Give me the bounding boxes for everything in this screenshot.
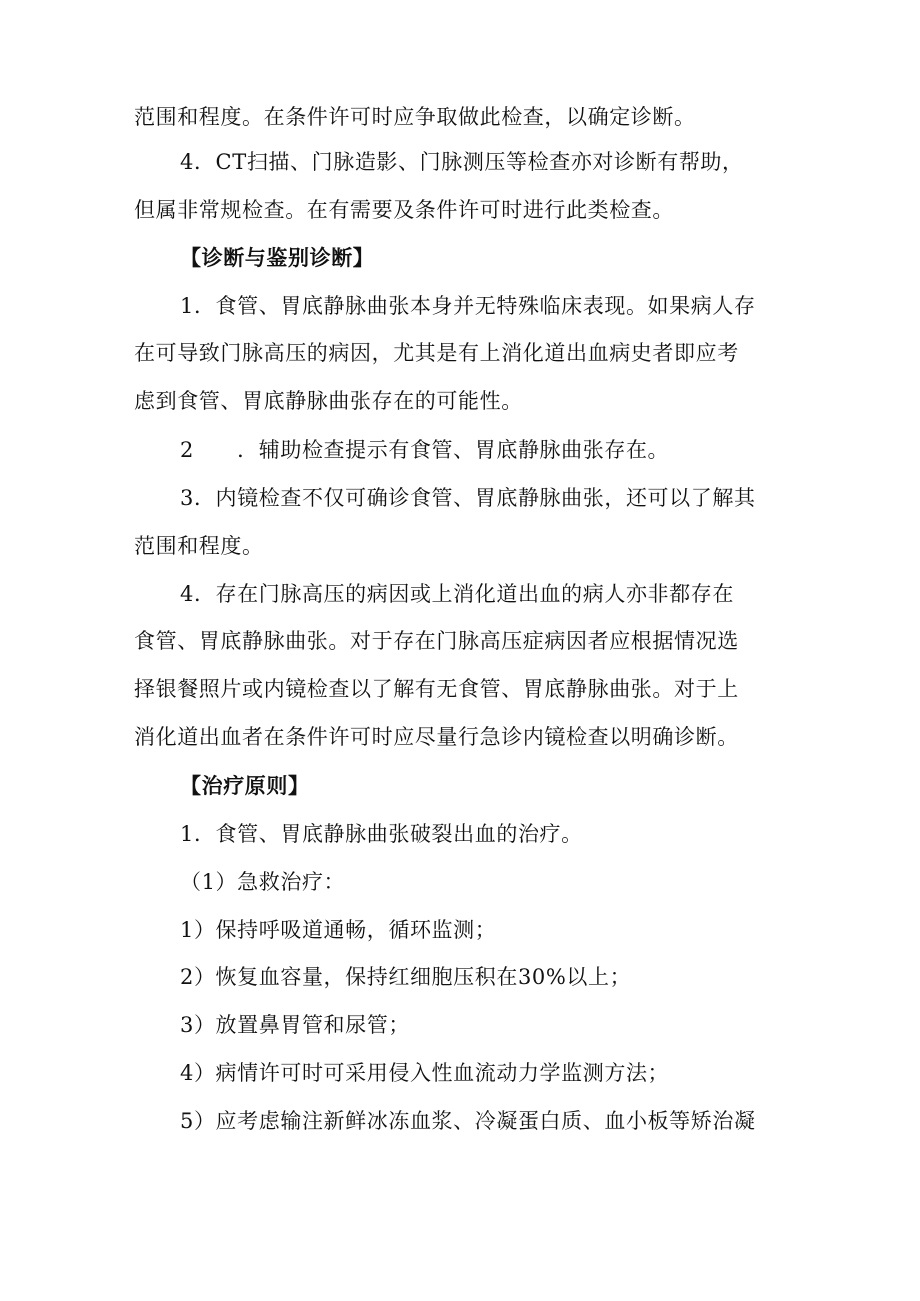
paragraph-line: 消化道出血者在条件许可时应尽量行急诊内镜检查以明确诊断。 bbox=[134, 725, 739, 749]
paragraph-line: 择银餐照片或内镜检查以了解有无食管、胃底静脉曲张。对于上 bbox=[134, 677, 739, 701]
paragraph-line: 虑到食管、胃底静脉曲张存在的可能性。 bbox=[134, 389, 523, 413]
section-heading-treatment: 【治疗原则】 bbox=[180, 773, 310, 798]
paragraph-line: 3．内镜检查不仅可确诊食管、胃底静脉曲张，还可以了解其 bbox=[180, 486, 756, 510]
list-item: 5）应考虑输注新鲜冰冻血浆、冷凝蛋白质、血小板等矫治凝 bbox=[180, 1109, 756, 1133]
list-item: 2）恢复血容量，保持红细胞压积在30%以上； bbox=[180, 965, 632, 989]
paragraph-line: 4．存在门脉高压的病因或上消化道出血的病人亦非都存在 bbox=[180, 582, 734, 606]
paragraph-line: 范围和程度。在条件许可时应争取做此检查，以确定诊断。 bbox=[134, 105, 696, 129]
list-item: 4）病情许可时可采用侵入性血流动力学监测方法； bbox=[180, 1061, 670, 1085]
paragraph-line: （1）急救治疗： bbox=[180, 870, 346, 894]
paragraph-line: 1．食管、胃底静脉曲张破裂出血的治疗。 bbox=[180, 822, 583, 846]
paragraph-line: 1．食管、胃底静脉曲张本身并无特殊临床表现。如果病人存 bbox=[180, 294, 756, 318]
paragraph-line: 4．CT扫描、门脉造影、门脉测压等检查亦对诊断有帮助， bbox=[180, 150, 744, 174]
paragraph-line: 但属非常规检查。在有需要及条件许可时进行此类检查。 bbox=[134, 198, 674, 222]
list-item: 3）放置鼻胃管和尿管； bbox=[180, 1013, 410, 1037]
paragraph-line: 在可导致门脉高压的病因，尤其是有上消化道出血病史者即应考 bbox=[134, 341, 739, 365]
list-item: 1）保持呼吸道通畅，循环监测； bbox=[180, 918, 497, 942]
paragraph-line: 范围和程度。 bbox=[134, 534, 264, 558]
paragraph-line: 食管、胃底静脉曲张。对于存在门脉高压症病因者应根据情况选 bbox=[134, 629, 739, 653]
section-heading-diagnosis: 【诊断与鉴别诊断】 bbox=[180, 245, 375, 270]
paragraph-line: 2 ．辅助检查提示有食管、胃底静脉曲张存在。 bbox=[180, 438, 670, 462]
